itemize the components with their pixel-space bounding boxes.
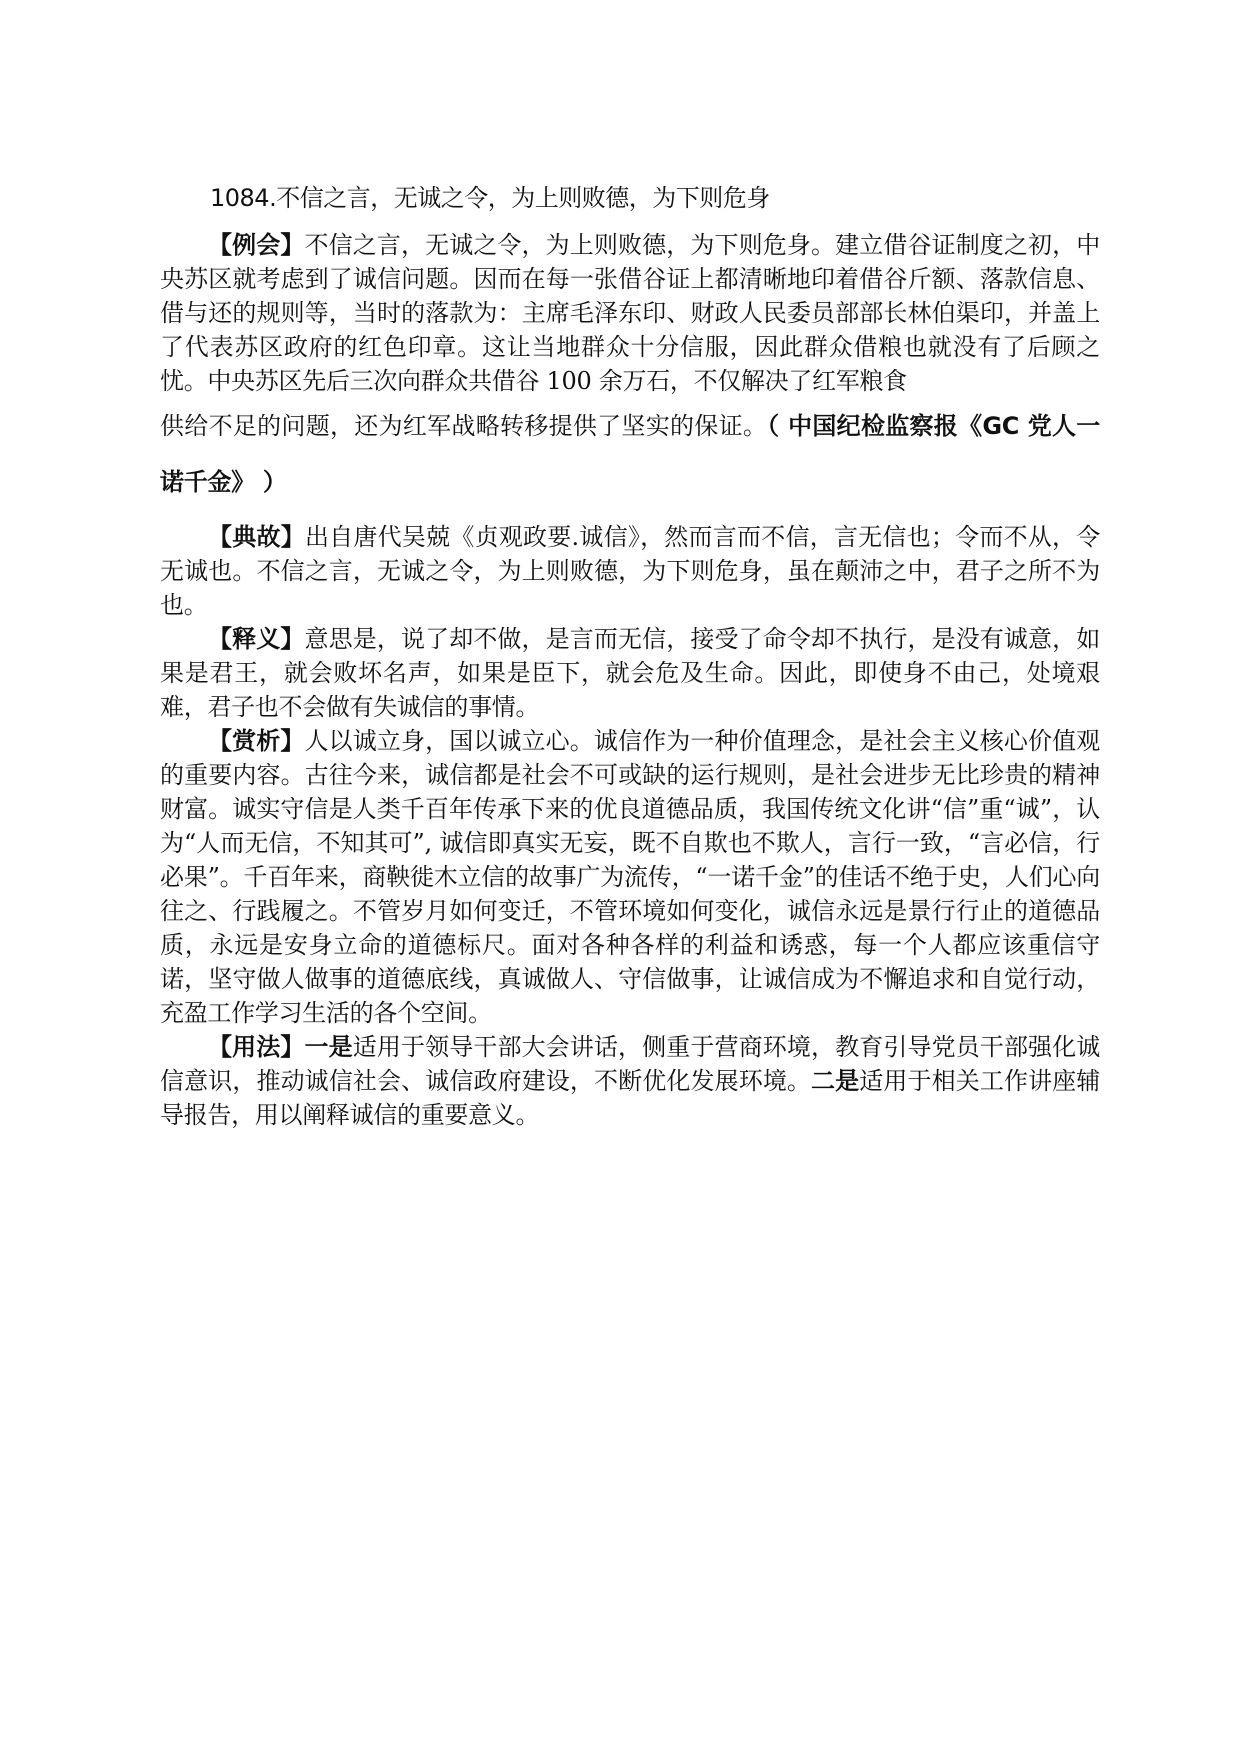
usage-first-text: 适用于领导干部大会讲话，侧重于营商环境，教育引导党员干部强化诚信意识，推动诚信社会、诚信政府建设，不断优化发展环境。 [160, 1033, 1100, 1095]
usage-paragraph [160, 1030, 1100, 1132]
appreciation-heading: 【赏析】 [208, 727, 305, 755]
appreciation-paragraph [160, 724, 1100, 1030]
entry-title: 1084.不信之言，无诚之令，为上则败德，为下则危身 [210, 184, 770, 212]
allusion-heading: 【典故】 [208, 523, 305, 551]
example-heading: 【例会】 [208, 231, 305, 259]
usage-first-marker: 一是 [304, 1033, 353, 1061]
usage-heading: 【用法】 [208, 1033, 305, 1061]
meaning-heading: 【释义】 [208, 625, 305, 653]
usage-second-marker: 二是 [811, 1067, 860, 1095]
allusion-paragraph [160, 520, 1100, 622]
example-text: 不信之言，无诚之令，为上则败德，为下则危身。建立借谷证制度之初，中央苏区就考虑到了诚信问题。因而在每一张借谷证上都清晰地印着借谷斤额、落款信息、借与还的规则等，当时的落款为：主席毛泽东印、财政人民委员部部长林伯渠印，并盖上了代表苏区政府的红色印章。这让当地群众十分信服，因此群众借粮也就没有了后顾之忧。中央苏区先后三次向群众共借谷 100 余万石，不仅解决了红军粮食 [160, 231, 1100, 395]
example-paragraph-tail [160, 398, 1100, 510]
document-page [160, 170, 1100, 1132]
allusion-text: 出自唐代吴兢《贞观政要.诚信》，然而言而不信，言无信也；令而不从，令无诚也。不信之言，无诚之令，为上则败德，为下则危身，虽在颠沛之中，君子之所不为也。 [160, 523, 1100, 619]
appreciation-text: 人以诚立身，国以诚立心。诚信作为一种价值理念，是社会主义核心价值观的重要内容。古往今来，诚信都是社会不可或缺的运行规则，是社会进步无比珍贵的精神财富。诚实守信是人类千百年传承下来的优良道德品质，我国传统文化讲“信”重“诚”，认为“人而无信，不知其可”, 诚信即真实无妄，既不自欺也不欺人，言行一致，“言必信，行必果”。千百年来，商鞅徙木立信的故事广为流传，“一诺千金”的佳话不绝于史，人们心向往之、行践履之。不管岁月如何变迁，不管环境如何变化，诚信永远是景行行止的道德品质，永远是安身立命的道德标尺。面对各种各样的利益和诱惑，每一个人都应该重信守诺，坚守做人做事的道德底线，真诚做人、守信做事，让诚信成为不懈追求和自觉行动，充盈工作学习生活的各个空间。 [160, 727, 1100, 1027]
meaning-paragraph [160, 622, 1100, 724]
example-paragraph [160, 228, 1100, 398]
meaning-text: 意思是，说了却不做，是言而无信，接受了命令却不执行，是没有诚意，如果是君王，就会败坏名声，如果是臣下，就会危及生命。因此，即使身不由己，处境艰难，君子也不会做有失诚信的事情。 [160, 625, 1100, 721]
example-text-tail: 供给不足的问题，还为红军战略转移提供了坚实的保证。 [160, 412, 768, 440]
usage-second-text: 适用于相关工作讲座辅导报告，用以阐释诚信的重要意义。 [160, 1067, 1100, 1129]
example-source: （ 中国纪检监察报《GC 党人一诺千金》 ） [160, 412, 1100, 496]
